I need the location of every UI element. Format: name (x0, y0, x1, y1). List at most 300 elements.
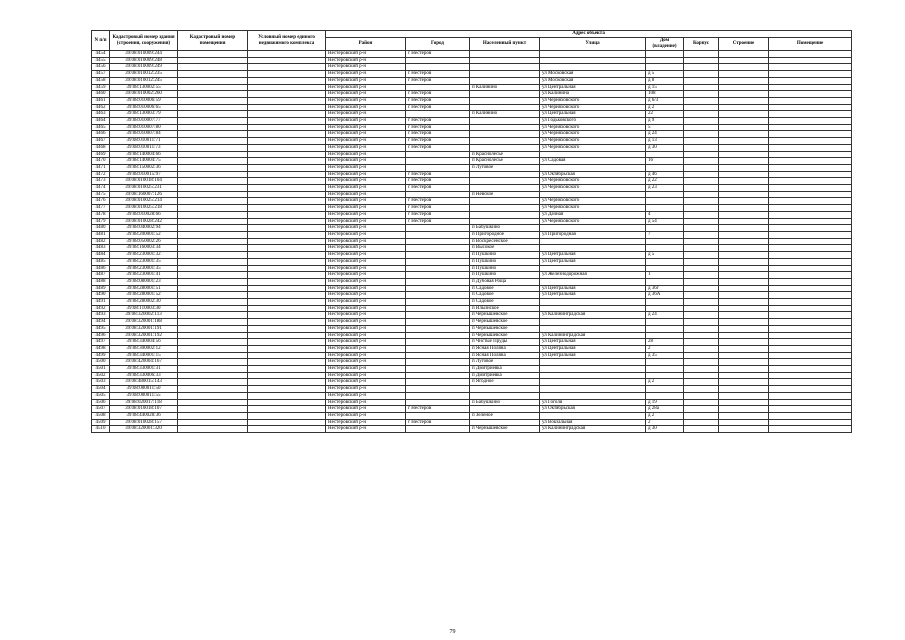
cell-cadastral: 39:08:280001:51 (110, 285, 178, 292)
cell-cadastral: 39:08:420004:167 (110, 359, 178, 366)
cell-street (540, 164, 646, 171)
cell-num: 4473 (92, 178, 110, 185)
cell-premises (769, 426, 852, 433)
cell-house: д 46 (646, 171, 684, 178)
header-rayon: Район (326, 38, 406, 51)
cell-cadastral: 39:08:000011:55 (110, 392, 178, 399)
cell-street (540, 319, 646, 326)
cell-building (684, 319, 719, 326)
cell-rayon: Нестеровский р-н (326, 171, 406, 178)
cell-rayon: Нестеровский р-н (326, 218, 406, 225)
cell-premises (769, 292, 852, 299)
cell-cadastral: 39:08:330006:33 (110, 372, 178, 379)
cell-gorod (406, 339, 470, 346)
cell-street: ул Центральная (540, 345, 646, 352)
cell-building (684, 278, 719, 285)
cell-num: 4493 (92, 312, 110, 319)
cell-gorod (406, 292, 470, 299)
cell-structure (719, 91, 769, 98)
cell-house (646, 332, 684, 339)
cell-settlement (470, 205, 540, 212)
cell-structure (719, 339, 769, 346)
cell-settlement: п Чернышевское (470, 332, 540, 339)
cell-conditional (248, 292, 326, 299)
cell-building (684, 191, 719, 198)
cell-street: ул Черняховского (540, 185, 646, 192)
cell-cadastral: 39:08:010007:77 (110, 118, 178, 125)
cell-structure (719, 225, 769, 232)
cell-rayon: Нестеровский р-н (326, 191, 406, 198)
cell-street (540, 64, 646, 71)
cell-structure (719, 51, 769, 58)
cell-gorod (406, 272, 470, 279)
cell-building (684, 185, 719, 192)
cell-premises (769, 111, 852, 118)
cell-conditional (248, 258, 326, 265)
cell-building (684, 57, 719, 64)
cell-house: 5 (646, 124, 684, 131)
cell-house: д 24 (646, 131, 684, 138)
cell-conditional (248, 84, 326, 91)
cell-conditional (248, 91, 326, 98)
cell-structure (719, 218, 769, 225)
cell-street: ул Черняховского (540, 205, 646, 212)
cell-rayon: Нестеровский р-н (326, 412, 406, 419)
cell-num: 4471 (92, 164, 110, 171)
cell-settlement (470, 171, 540, 178)
cell-street: ул Пригородная (540, 231, 646, 238)
cell-house: д 36А (646, 292, 684, 299)
cell-conditional (248, 392, 326, 399)
cell-conditional (248, 144, 326, 151)
cell-cadastral-room (178, 225, 248, 232)
table-row (92, 419, 852, 426)
cell-cadastral: 39:08:010018:104 (110, 178, 178, 185)
cell-conditional (248, 111, 326, 118)
table-row (92, 151, 852, 158)
cell-settlement: п Садовое (470, 299, 540, 306)
cell-cadastral: 39:08:010028:66 (110, 211, 178, 218)
table-row (92, 111, 852, 118)
cell-premises (769, 191, 852, 198)
cell-building (684, 426, 719, 433)
cell-cadastral-room (178, 198, 248, 205)
cell-settlement: п Краснолесье (470, 158, 540, 165)
cell-settlement: п Бабушкино (470, 399, 540, 406)
table-row (92, 379, 852, 386)
cell-cadastral-room (178, 84, 248, 91)
cell-conditional (248, 312, 326, 319)
cell-house: д 9 (646, 118, 684, 125)
cell-street (540, 238, 646, 245)
cell-cadastral: 39:08:000011:50 (110, 386, 178, 393)
cell-conditional (248, 104, 326, 111)
cell-conditional (248, 325, 326, 332)
cell-street: ул Московская (540, 77, 646, 84)
cell-num: 4491 (92, 299, 110, 306)
table-row (92, 205, 852, 212)
cell-conditional (248, 252, 326, 259)
cell-cadastral: 39:08:150002:36 (110, 164, 178, 171)
cell-cadastral-room (178, 419, 248, 426)
cell-num: 4462 (92, 104, 110, 111)
cell-structure (719, 198, 769, 205)
cell-building (684, 158, 719, 165)
table-row (92, 144, 852, 151)
cell-gorod (406, 258, 470, 265)
cell-structure (719, 205, 769, 212)
cell-conditional (248, 158, 326, 165)
cell-street (540, 225, 646, 232)
cell-cadastral-room (178, 299, 248, 306)
cell-rayon: Нестеровский р-н (326, 299, 406, 306)
cell-rayon: Нестеровский р-н (326, 104, 406, 111)
cell-gorod (406, 278, 470, 285)
cell-rayon: Нестеровский р-н (326, 97, 406, 104)
cell-cadastral: 39:08:330001:31 (110, 366, 178, 373)
cell-num: 4460 (92, 91, 110, 98)
cell-num: 4481 (92, 231, 110, 238)
cell-premises (769, 299, 852, 306)
cell-settlement (470, 406, 540, 413)
table-row (92, 386, 852, 393)
cell-num: 4507 (92, 406, 110, 413)
cell-house: 16 (646, 158, 684, 165)
cell-cadastral: 39:08:010028:242 (110, 218, 178, 225)
cell-cadastral-room (178, 252, 248, 259)
table-row (92, 426, 852, 433)
cell-num: 4475 (92, 191, 110, 198)
table-row (92, 64, 852, 71)
table-row (92, 158, 852, 165)
cell-premises (769, 265, 852, 272)
cell-num: 4496 (92, 332, 110, 339)
cell-rayon: Нестеровский р-н (326, 124, 406, 131)
cell-house: д 36г (646, 285, 684, 292)
cell-settlement (470, 64, 540, 71)
cell-street: ул Годьковского (540, 118, 646, 125)
cell-cadastral-room (178, 285, 248, 292)
table-row (92, 131, 852, 138)
cell-building (684, 352, 719, 359)
cell-gorod: г Нестеров (406, 211, 470, 218)
table-row (92, 185, 852, 192)
cell-cadastral-room (178, 312, 248, 319)
cell-premises (769, 231, 852, 238)
cell-building (684, 205, 719, 212)
cell-conditional (248, 171, 326, 178)
cell-conditional (248, 218, 326, 225)
cell-street: ул Черняховского (540, 131, 646, 138)
cell-house: д 54 (646, 218, 684, 225)
table-row (92, 412, 852, 419)
table-row (92, 305, 852, 312)
header-building: Корпус (684, 38, 719, 51)
cell-house (646, 238, 684, 245)
cell-street (540, 151, 646, 158)
cell-rayon: Нестеровский р-н (326, 366, 406, 373)
cell-street (540, 325, 646, 332)
cell-cadastral: 39:08:320001:188 (110, 319, 178, 326)
cell-settlement (470, 71, 540, 78)
cell-structure (719, 392, 769, 399)
cell-conditional (248, 97, 326, 104)
table-row (92, 258, 852, 265)
cell-cadastral-room (178, 278, 248, 285)
cell-house: д 2 (646, 379, 684, 386)
cell-cadastral-room (178, 77, 248, 84)
cell-gorod: г Нестеров (406, 178, 470, 185)
cell-rayon: Нестеровский р-н (326, 339, 406, 346)
cell-house (646, 305, 684, 312)
cell-rayon: Нестеровский р-н (326, 111, 406, 118)
cell-house (646, 245, 684, 252)
cell-house: д 22 (646, 178, 684, 185)
header-premises: Помещение (769, 38, 852, 51)
cell-settlement (470, 218, 540, 225)
cell-premises (769, 77, 852, 84)
cell-building (684, 198, 719, 205)
cell-street (540, 265, 646, 272)
cell-settlement (470, 104, 540, 111)
cell-rayon: Нестеровский р-н (326, 51, 406, 58)
cell-conditional (248, 131, 326, 138)
cell-cadastral: 39:08:340004:56 (110, 339, 178, 346)
table-row (92, 312, 852, 319)
cell-conditional (248, 124, 326, 131)
cell-building (684, 392, 719, 399)
cell-gorod: г Нестеров (406, 131, 470, 138)
cell-structure (719, 312, 769, 319)
table-row (92, 272, 852, 279)
cell-house: 2 (646, 345, 684, 352)
cell-structure (719, 325, 769, 332)
cell-settlement: п Пушкино (470, 265, 540, 272)
cell-cadastral-room (178, 211, 248, 218)
cell-settlement: п Краснолесье (470, 151, 540, 158)
cell-house: д 24 (646, 312, 684, 319)
cell-building (684, 412, 719, 419)
cell-premises (769, 412, 852, 419)
cell-num: 4500 (92, 359, 110, 366)
table-row (92, 285, 852, 292)
cell-structure (719, 245, 769, 252)
cell-structure (719, 345, 769, 352)
cell-cadastral: 39:08:130002:55 (110, 84, 178, 91)
cell-premises (769, 345, 852, 352)
cell-cadastral-room (178, 319, 248, 326)
cell-building (684, 71, 719, 78)
cell-cadastral-room (178, 352, 248, 359)
table-row (92, 245, 852, 252)
cell-rayon: Нестеровский р-н (326, 225, 406, 232)
table-row (92, 84, 852, 91)
cell-street (540, 245, 646, 252)
cell-cadastral: 39:08:010011:73 (110, 144, 178, 151)
cell-cadastral: 39:08:050002:26 (110, 238, 178, 245)
cell-street: ул Черняховского (540, 104, 646, 111)
cell-structure (719, 211, 769, 218)
cell-cadastral: 39:08:200001:52 (110, 231, 178, 238)
cell-building (684, 299, 719, 306)
cell-structure (719, 138, 769, 145)
cell-settlement (470, 144, 540, 151)
cell-gorod (406, 158, 470, 165)
cell-premises (769, 372, 852, 379)
cell-building (684, 238, 719, 245)
cell-cadastral: 39:08:130003:79 (110, 111, 178, 118)
cell-num: 4461 (92, 97, 110, 104)
cell-structure (719, 399, 769, 406)
cell-rayon: Нестеровский р-н (326, 359, 406, 366)
table-row (92, 118, 852, 125)
cell-house (646, 372, 684, 379)
cell-cadastral-room (178, 111, 248, 118)
cell-cadastral-room (178, 412, 248, 419)
cell-gorod: г Нестеров (406, 205, 470, 212)
cell-conditional (248, 64, 326, 71)
cell-premises (769, 144, 852, 151)
cell-gorod (406, 332, 470, 339)
cell-settlement: п Пушкино (470, 272, 540, 279)
cell-cadastral-room (178, 64, 248, 71)
header-settlement: Населенный пункт (470, 38, 540, 51)
cell-house (646, 198, 684, 205)
cell-gorod (406, 164, 470, 171)
cell-num: 4466 (92, 131, 110, 138)
cell-premises (769, 245, 852, 252)
cell-premises (769, 332, 852, 339)
cell-cadastral: 39:08:010007:84 (110, 131, 178, 138)
cell-cadastral-room (178, 231, 248, 238)
cell-settlement: п Калинино (470, 84, 540, 91)
cell-rayon: Нестеровский р-н (326, 84, 406, 91)
cell-building (684, 225, 719, 232)
cell-street (540, 299, 646, 306)
cell-gorod: г Нестеров (406, 91, 470, 98)
cell-conditional (248, 339, 326, 346)
cell-building (684, 218, 719, 225)
cell-house (646, 325, 684, 332)
cell-premises (769, 366, 852, 373)
cell-rayon: Нестеровский р-н (326, 198, 406, 205)
cell-conditional (248, 299, 326, 306)
cell-building (684, 51, 719, 58)
cell-rayon: Нестеровский р-н (326, 265, 406, 272)
cell-settlement: п Ясная Поляна (470, 345, 540, 352)
table-row (92, 97, 852, 104)
cell-structure (719, 97, 769, 104)
cell-settlement: п Воскресенское (470, 238, 540, 245)
cell-street: ул Садовая (540, 158, 646, 165)
cell-premises (769, 218, 852, 225)
cell-gorod (406, 412, 470, 419)
cell-cadastral-room (178, 379, 248, 386)
cell-premises (769, 138, 852, 145)
cell-num: 4509 (92, 419, 110, 426)
cell-num: 4457 (92, 71, 110, 78)
cell-house: д 23 (646, 185, 684, 192)
cell-structure (719, 185, 769, 192)
cell-premises (769, 97, 852, 104)
table-row (92, 51, 852, 58)
cell-building (684, 272, 719, 279)
cell-premises (769, 325, 852, 332)
cell-house (646, 258, 684, 265)
cell-house (646, 164, 684, 171)
cell-house: д 8 (646, 77, 684, 84)
cell-rayon: Нестеровский р-н (326, 406, 406, 413)
cell-house: 2 (646, 419, 684, 426)
cell-conditional (248, 225, 326, 232)
cell-structure (719, 84, 769, 91)
cell-house (646, 191, 684, 198)
table-row (92, 231, 852, 238)
cell-settlement: п Чистые Пруды (470, 339, 540, 346)
cell-house: д 35 (646, 352, 684, 359)
cell-house: д 13 (646, 138, 684, 145)
table-row (92, 191, 852, 198)
cell-settlement (470, 419, 540, 426)
cell-building (684, 151, 719, 158)
cell-premises (769, 312, 852, 319)
cell-cadastral: 39:08:010007:80 (110, 124, 178, 131)
cell-gorod (406, 426, 470, 433)
cell-premises (769, 252, 852, 259)
cell-gorod (406, 57, 470, 64)
cell-rayon: Нестеровский р-н (326, 158, 406, 165)
cell-gorod (406, 252, 470, 259)
cell-building (684, 104, 719, 111)
cell-building (684, 211, 719, 218)
table-row (92, 225, 852, 232)
cell-street: ул Центральная (540, 339, 646, 346)
cell-rayon: Нестеровский р-н (326, 178, 406, 185)
cell-house: 7 (646, 231, 684, 238)
cell-conditional (248, 406, 326, 413)
cell-structure (719, 366, 769, 373)
table-row (92, 359, 852, 366)
cell-premises (769, 379, 852, 386)
cell-structure (719, 419, 769, 426)
cell-street (540, 191, 646, 198)
cell-house (646, 64, 684, 71)
cell-house (646, 386, 684, 393)
cell-street (540, 57, 646, 64)
cell-street: ул Черняховского (540, 138, 646, 145)
header-street: Улица (540, 38, 646, 51)
cell-rayon: Нестеровский р-н (326, 144, 406, 151)
cell-conditional (248, 305, 326, 312)
cell-settlement: п Пушкино (470, 258, 540, 265)
cell-num: 4467 (92, 138, 110, 145)
cell-conditional (248, 185, 326, 192)
cell-street: ул Черняховского (540, 97, 646, 104)
cell-street: ул Черняховского (540, 144, 646, 151)
cell-conditional (248, 231, 326, 238)
cell-structure (719, 332, 769, 339)
cell-house: д 30 (646, 144, 684, 151)
cell-rayon: Нестеровский р-н (326, 91, 406, 98)
cell-cadastral-room (178, 265, 248, 272)
table-row (92, 399, 852, 406)
header-num: N п/п (92, 31, 110, 51)
cell-street (540, 51, 646, 58)
cell-rayon: Нестеровский р-н (326, 151, 406, 158)
cell-conditional (248, 278, 326, 285)
cell-num: 4478 (92, 211, 110, 218)
cell-conditional (248, 57, 326, 64)
